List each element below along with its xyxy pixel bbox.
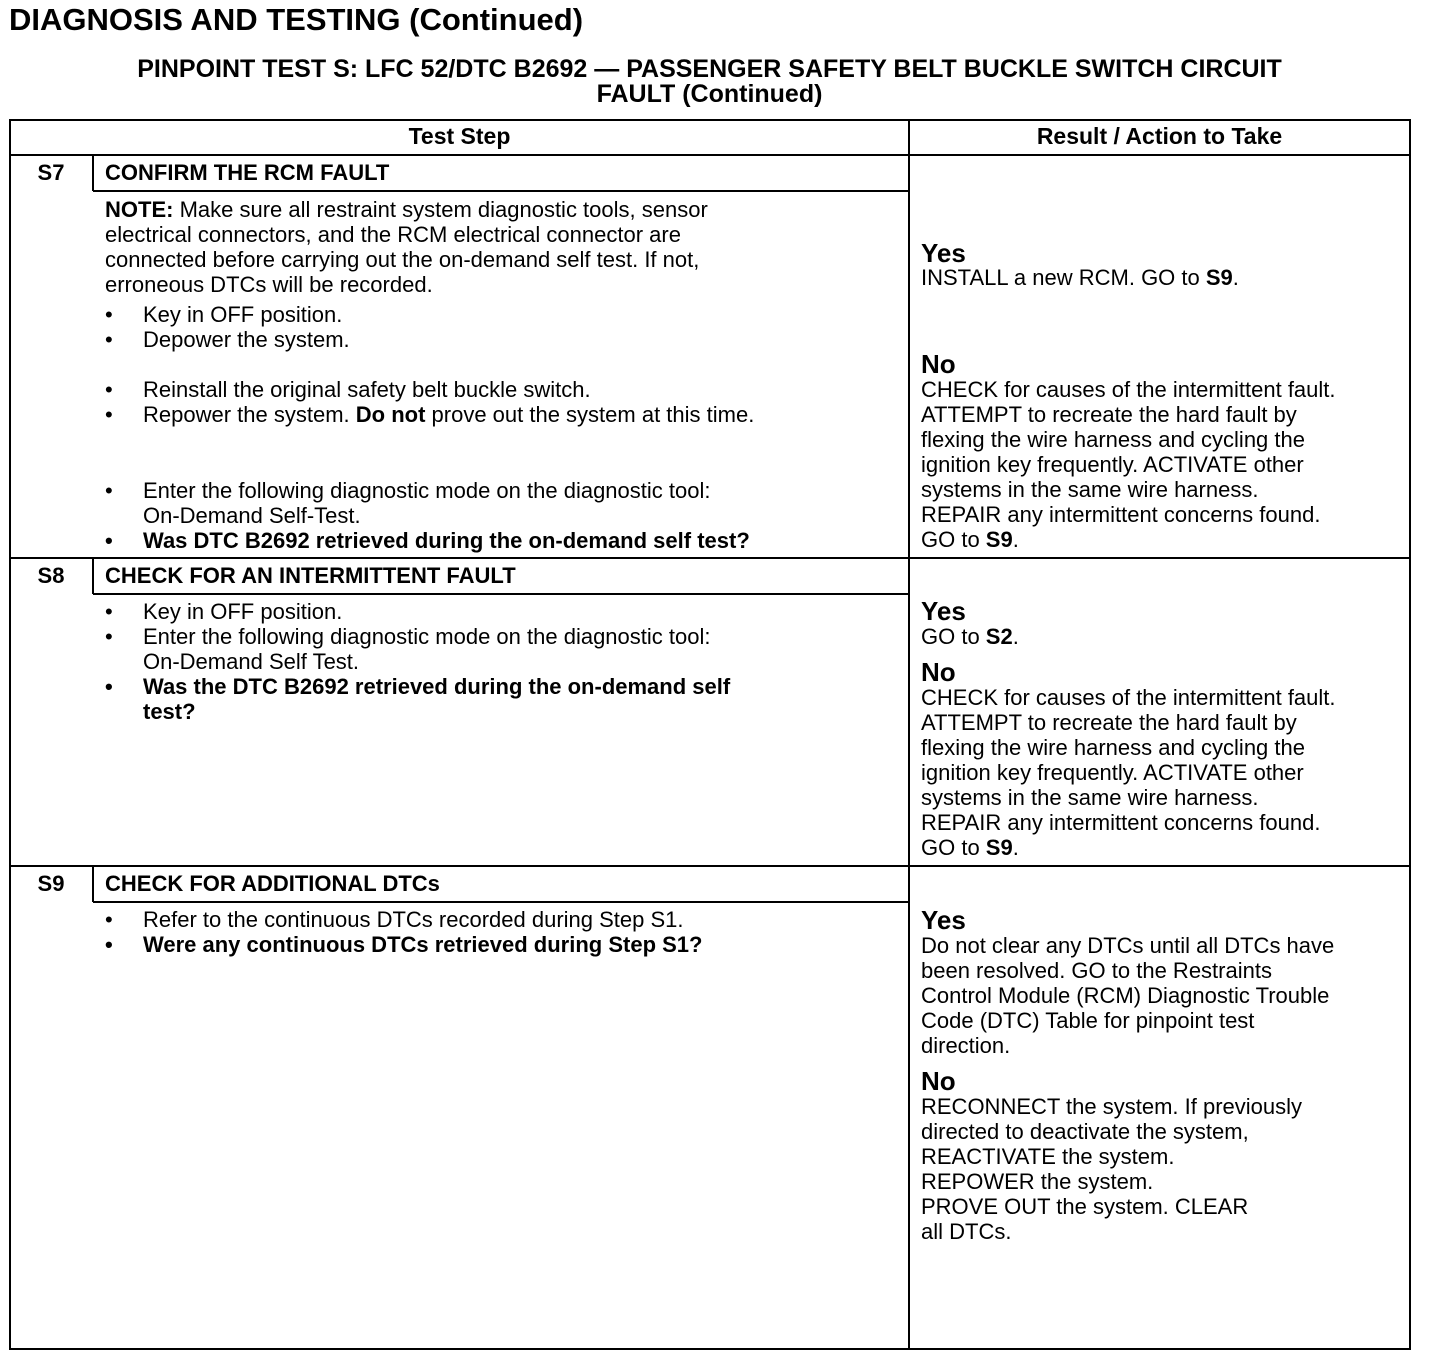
s7-yes-action-pre: INSTALL a new RCM. GO to (921, 265, 1206, 290)
table-border-top (9, 119, 1411, 121)
step-title-s7: CONFIRM THE RCM FAULT (105, 160, 390, 185)
step-title-s8: CHECK FOR AN INTERMITTENT FAULT (105, 563, 516, 588)
s9-bullet-1-text: Refer to the continuous DTCs recorded during Step S1. (143, 907, 684, 932)
bullet-icon: • (105, 907, 113, 932)
s7-title-underline (93, 190, 909, 192)
s7-note-line1: Make sure all restraint system diagnostic tools, sensor (173, 197, 708, 222)
s9-no-action (921, 1094, 1302, 1244)
s7-bullet-5 (105, 478, 905, 528)
s7-no-goto-post: . (1012, 527, 1019, 552)
s7-bullet-1-text: Key in OFF position. (143, 302, 343, 327)
s8-yes-goto: S2 (985, 624, 1013, 649)
pinpoint-test-title-line2: FAULT (Continued) (596, 80, 823, 108)
s8-title-underline (93, 593, 909, 595)
s9-yes-action (921, 933, 1334, 1058)
s9-yes-line5: direction. (921, 1033, 1011, 1058)
pinpoint-test-title-line1: PINPOINT TEST S: LFC 52/DTC B2692 — PASSENGER SAFETY BELT BUCKLE SWITCH CIRCUIT (137, 55, 1282, 83)
s7-no-goto-pre: GO to (921, 527, 986, 552)
s8-no-line3: flexing the wire harness and cycling the (921, 735, 1305, 760)
s7-note-line2: electrical connectors, and the RCM electrical connector are (105, 222, 681, 247)
s8-question (143, 674, 730, 724)
pinpoint-test-title (9, 57, 1410, 107)
s9-question: Were any continuous DTCs retrieved during Step S1? (143, 932, 703, 957)
s7-no-line3: flexing the wire harness and cycling the (921, 427, 1305, 452)
s7-note (105, 197, 905, 297)
s8-bullet-2-line1: Enter the following diagnostic mode on the diagnostic tool: (143, 624, 711, 649)
s7-no-line2: ATTEMPT to recreate the hard fault by (921, 402, 1297, 427)
s7-yes-goto: S9 (1205, 265, 1233, 290)
bullet-icon: • (105, 932, 113, 957)
s7-bullet-6 (105, 528, 905, 553)
s8-bullet-1-text: Key in OFF position. (143, 599, 343, 624)
s8-yes-action (921, 624, 1019, 649)
s8-yes-label: Yes (921, 596, 966, 626)
s8-question-line1: Was the DTC B2692 retrieved during the on-demand self (143, 674, 731, 699)
s7-no-goto: S9 (985, 527, 1013, 552)
bullet-icon: • (105, 624, 113, 649)
s9-no-line3: REACTIVATE the system. (921, 1144, 1175, 1169)
s8-no-line5: systems in the same wire harness. (921, 785, 1259, 810)
s7-no-line6: REPAIR any intermittent concerns found. (921, 502, 1321, 527)
bullet-icon: • (105, 599, 113, 624)
s7-yes-action (921, 265, 1239, 290)
s7-no-label: No (921, 349, 956, 379)
s7-bullet-4 (105, 402, 905, 427)
s8-bullet-2 (105, 624, 905, 674)
s8-id-divider (92, 558, 94, 594)
column-divider (908, 119, 910, 1350)
s9-bullet-2 (105, 932, 905, 957)
s8-no-line7 (921, 835, 1336, 860)
table-border-bottom (9, 1348, 1411, 1350)
s9-no-line2: directed to deactivate the system, (921, 1119, 1249, 1144)
step-id-s9: S9 (37, 871, 65, 896)
column-header-result: Result / Action to Take (1036, 123, 1283, 149)
s7-no-action (921, 377, 1336, 552)
bullet-icon: • (105, 327, 113, 352)
s8-no-goto-post: . (1012, 835, 1019, 860)
s8-no-line2: ATTEMPT to recreate the hard fault by (921, 710, 1297, 735)
step-id-s8: S8 (37, 563, 65, 588)
s8-no-label: No (921, 657, 956, 687)
s7-bullet-5-text (143, 478, 710, 528)
table-border-left (9, 119, 11, 1350)
s9-yes-line2: been resolved. GO to the Restraints (921, 958, 1272, 983)
s9-yes-line4: Code (DTC) Table for pinpoint test (921, 1008, 1255, 1033)
s8-no-action (921, 685, 1336, 860)
s9-yes-line1: Do not clear any DTCs until all DTCs have (921, 933, 1335, 958)
s7-bullet-4-text (143, 402, 754, 427)
s8-bullet-3 (105, 674, 905, 724)
s7-bullet-4-pre: Repower the system. (143, 402, 356, 427)
s8-question-line2: test? (143, 699, 196, 724)
s8-yes-action-post: . (1012, 624, 1019, 649)
s8-no-goto: S9 (985, 835, 1013, 860)
bullet-icon: • (105, 302, 113, 327)
s9-no-line6: all DTCs. (921, 1219, 1012, 1244)
s8-bullet-2-text (143, 624, 710, 674)
s7-no-line4: ignition key frequently. ACTIVATE other (921, 452, 1304, 477)
column-header-test-step: Test Step (408, 123, 511, 149)
s8-no-goto-pre: GO to (921, 835, 986, 860)
s7-note-line3: connected before carrying out the on-demand self test. If not, (105, 247, 700, 272)
s7-yes-label: Yes (921, 238, 966, 268)
step-title-s9: CHECK FOR ADDITIONAL DTCs (105, 871, 440, 896)
bullet-icon: • (105, 528, 113, 553)
s7-bullet-1 (105, 302, 905, 327)
s9-no-line5: PROVE OUT the system. CLEAR (921, 1194, 1249, 1219)
s9-bullet-1 (105, 907, 905, 932)
s7-bullet-5-line2: On-Demand Self-Test. (143, 503, 361, 528)
s8-no-line1: CHECK for causes of the intermittent fault. (921, 685, 1336, 710)
row-divider-s9 (9, 865, 1411, 867)
s7-bullet-2-text: Depower the system. (143, 327, 350, 352)
bullet-icon: • (105, 674, 113, 699)
table-border-right (1409, 119, 1411, 1350)
s7-no-line1: CHECK for causes of the intermittent fault. (921, 377, 1336, 402)
s8-yes-action-pre: GO to (921, 624, 986, 649)
s8-bullet-2-line2: On-Demand Self Test. (143, 649, 360, 674)
s9-yes-label: Yes (921, 905, 966, 935)
s7-yes-action-post: . (1232, 265, 1239, 290)
s7-bullet-2 (105, 327, 905, 352)
s7-bullet-3 (105, 377, 905, 402)
header-divider (9, 154, 1411, 156)
bullet-icon: • (105, 478, 113, 503)
s7-bullet-5-line1: Enter the following diagnostic mode on the diagnostic tool: (143, 478, 711, 503)
s7-note-line4: erroneous DTCs will be recorded. (105, 272, 433, 297)
s8-no-line4: ignition key frequently. ACTIVATE other (921, 760, 1304, 785)
s7-bullet-3-text: Reinstall the original safety belt buckle switch. (143, 377, 591, 402)
s7-bullet-4-post: prove out the system at this time. (425, 402, 755, 427)
s7-question: Was DTC B2692 retrieved during the on-demand self test? (143, 528, 750, 553)
bullet-icon: • (105, 377, 113, 402)
s9-id-divider (92, 866, 94, 902)
s9-no-line1: RECONNECT the system. If previously (921, 1094, 1303, 1119)
s7-id-divider (92, 155, 94, 191)
s9-no-line4: REPOWER the system. (921, 1169, 1154, 1194)
page-title: DIAGNOSIS AND TESTING (Continued) (9, 2, 584, 37)
s8-bullet-1 (105, 599, 905, 624)
bullet-icon: • (105, 402, 113, 427)
s9-no-label: No (921, 1066, 956, 1096)
note-label: NOTE: (105, 197, 174, 222)
s9-title-underline (93, 901, 909, 903)
s7-no-line5: systems in the same wire harness. (921, 477, 1259, 502)
s8-no-line6: REPAIR any intermittent concerns found. (921, 810, 1321, 835)
s7-no-line7 (921, 527, 1336, 552)
s7-bullet-4-bold: Do not (355, 402, 426, 427)
step-id-s7: S7 (37, 160, 65, 185)
row-divider-s8 (9, 557, 1411, 559)
s9-yes-line3: Control Module (RCM) Diagnostic Trouble (921, 983, 1330, 1008)
